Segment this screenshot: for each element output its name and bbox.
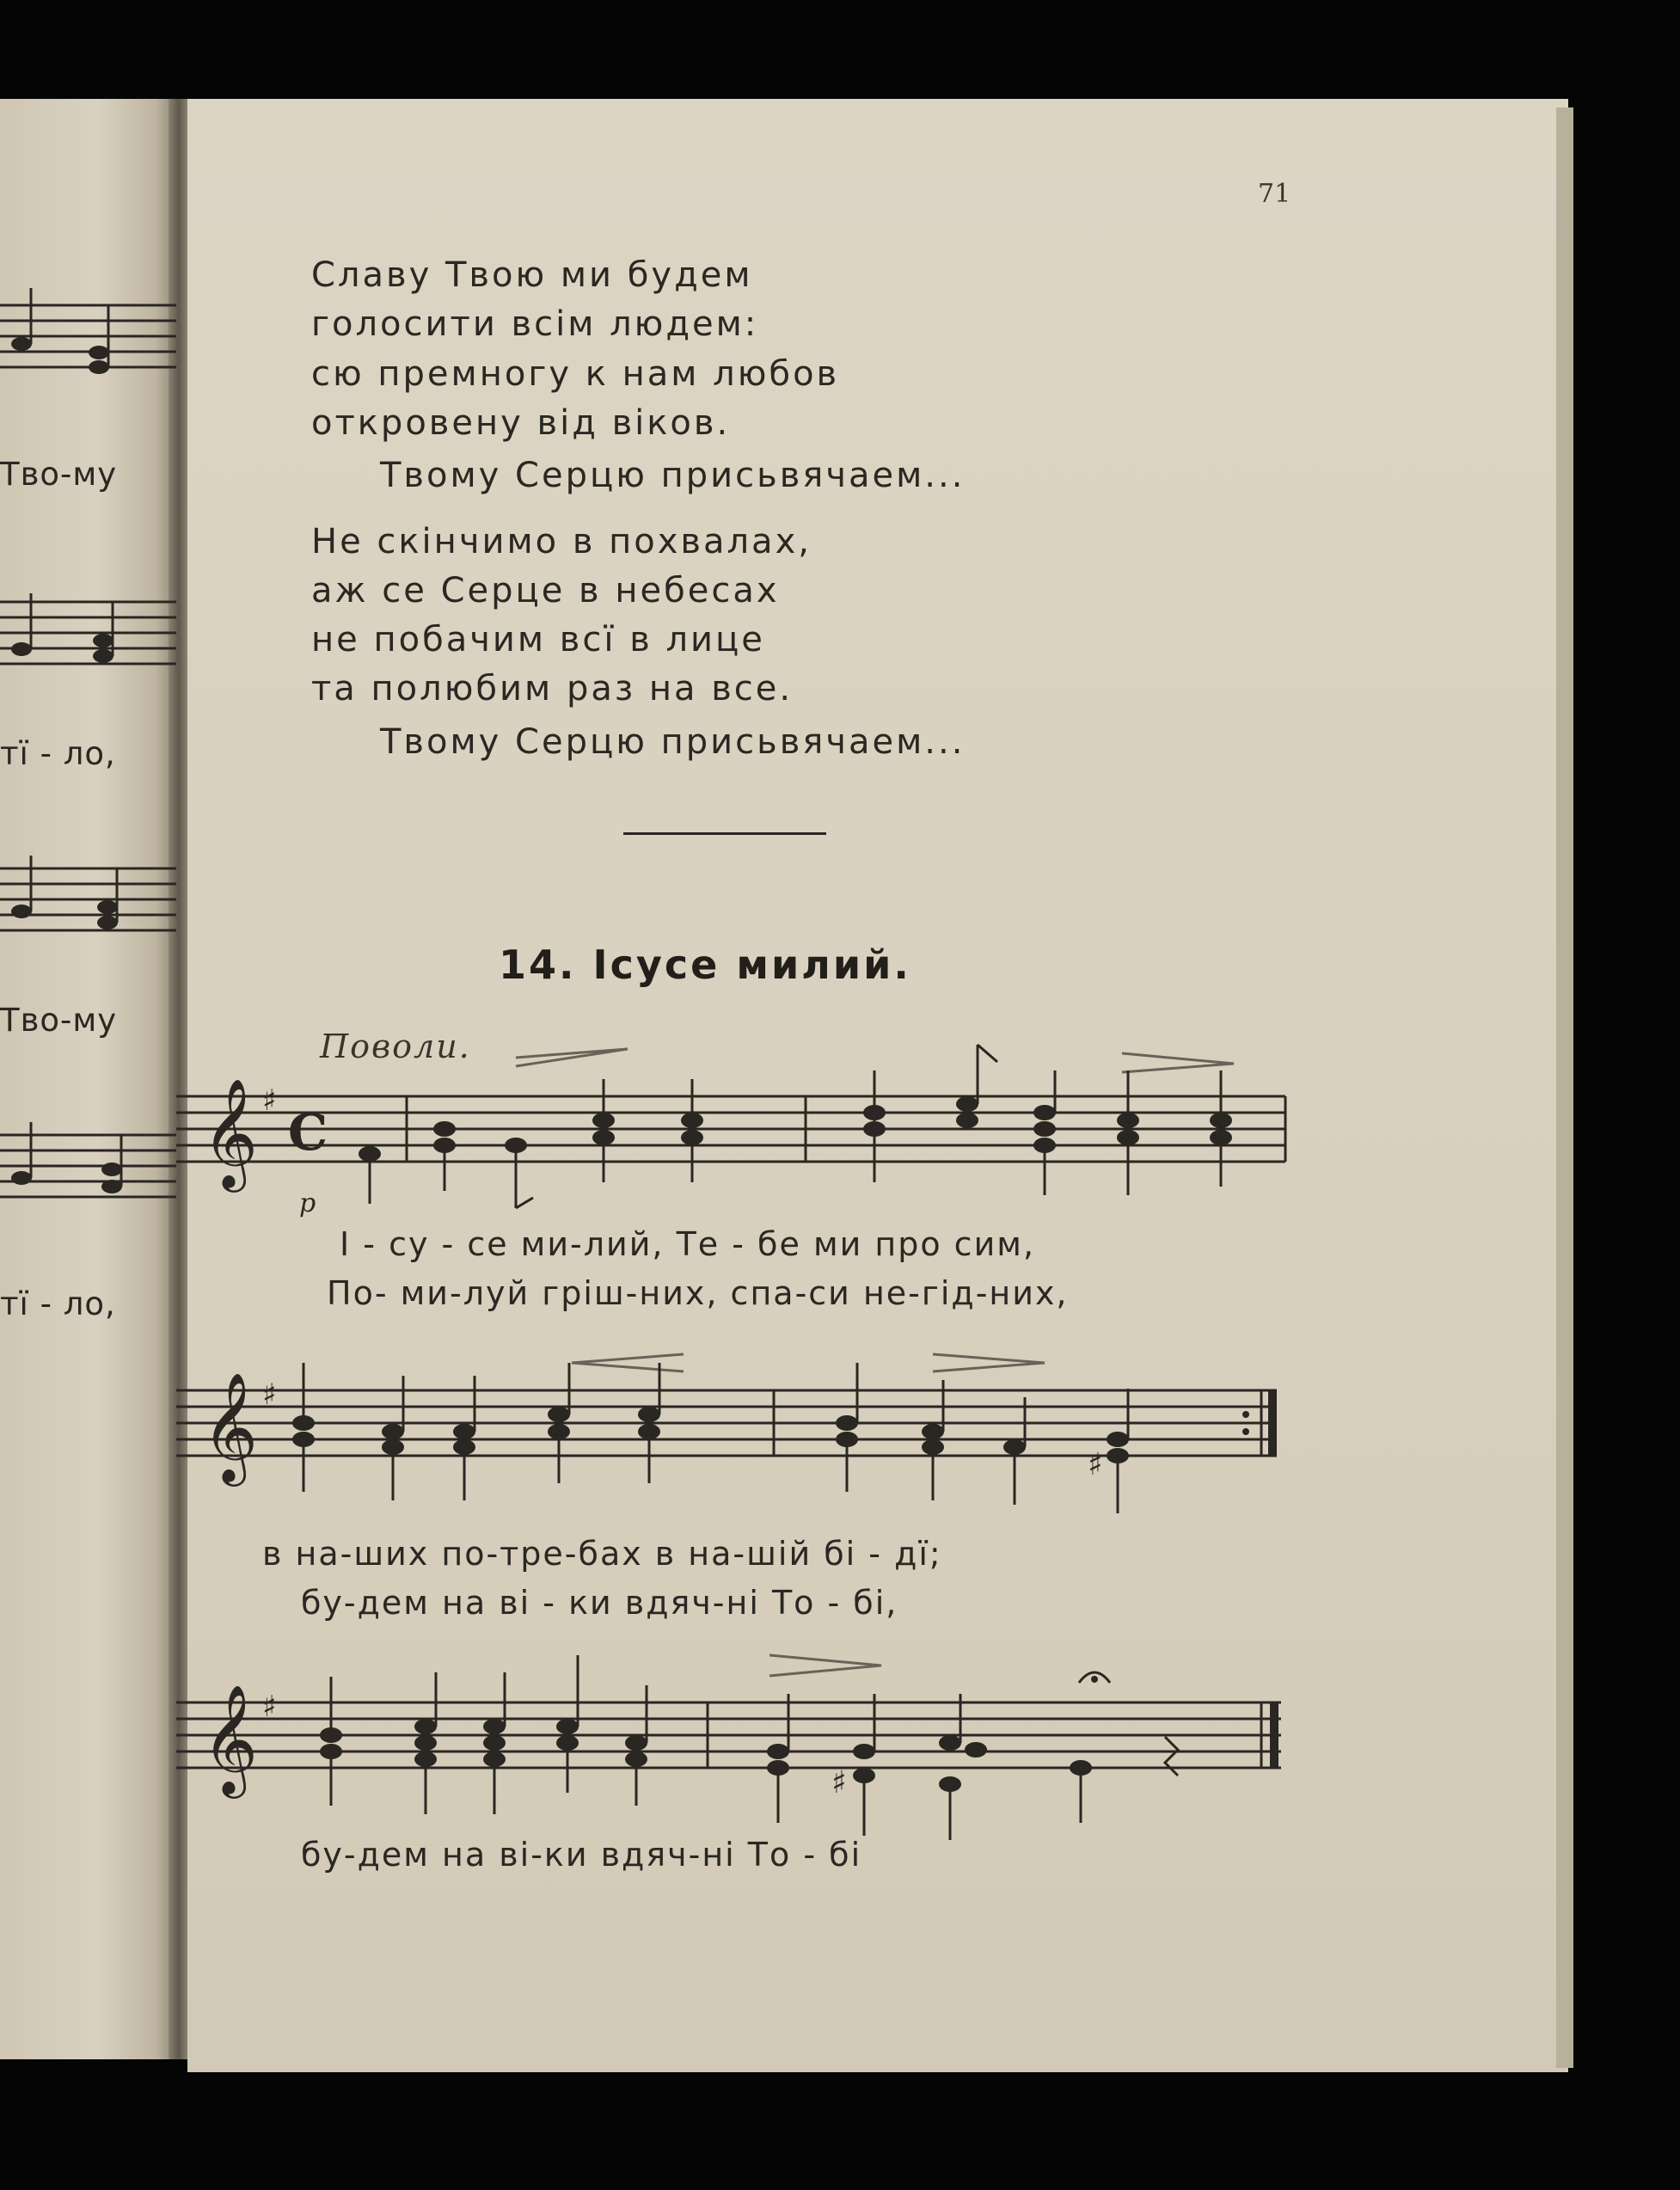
fermata-icon — [1091, 1676, 1098, 1683]
left-lyric-2: тї - ло, — [0, 735, 116, 772]
lyric-line: По- ми-луй гріш-них, спа-си не-гід-них, — [327, 1274, 1069, 1312]
verse-line: Славу Твою ми будем — [311, 255, 753, 295]
common-time-icon: C — [288, 1103, 328, 1162]
verse-line: Не скінчимо в похвалах, — [311, 522, 812, 561]
sharp-icon: ♯ — [831, 1765, 847, 1800]
treble-clef-icon: 𝄞 — [202, 1371, 259, 1481]
sharp-icon: ♯ — [262, 1083, 277, 1118]
left-lyric-4: тї - ло, — [0, 1285, 116, 1322]
decrescendo-hairpin — [769, 1655, 881, 1676]
lyric-line: в на-ших по-тре-бах в на-шій бі - дї; — [262, 1535, 942, 1573]
page-edge — [1556, 107, 1573, 2068]
left-staff-4 — [0, 1135, 176, 1197]
sharp-icon: ♯ — [262, 1377, 277, 1412]
crescendo-hairpin — [572, 1354, 684, 1371]
decrescendo-hairpin — [933, 1354, 1045, 1371]
page-number: 71 — [1258, 179, 1291, 209]
song-title: 14. Ісусе милий. — [499, 942, 911, 988]
lyric-line: бу-дем на ві - ки вдяч-ні То - бі, — [301, 1584, 898, 1622]
left-lyric-3: Тво-му — [0, 1002, 118, 1039]
verse-line: сю премногу к нам любов — [311, 354, 840, 394]
lyric-line: І - су - се ми-лий, Те - бе ми про сим, — [340, 1225, 1036, 1263]
verse-line: откровену від віков. — [311, 403, 731, 443]
left-lyric-1: Тво-му — [0, 456, 118, 493]
left-page-staves — [0, 99, 176, 1346]
verse-line: аж се Серце в небесах — [311, 571, 780, 610]
decrescendo-hairpin — [1122, 1053, 1234, 1072]
refrain-line: Твому Серцю присьвячаем... — [380, 722, 966, 762]
sharp-icon: ♯ — [262, 1690, 277, 1724]
sharp-icon: ♯ — [1088, 1447, 1103, 1482]
left-staff-1 — [0, 305, 176, 367]
treble-clef-icon: 𝄞 — [202, 1684, 259, 1794]
verse-line: не побачим всї в лице — [311, 620, 765, 659]
refrain-line: Твому Серцю присьвячаем... — [380, 456, 966, 495]
verse-line: та полюбим раз на все. — [311, 669, 794, 709]
dynamic-marking: p — [299, 1188, 316, 1218]
treble-clef-icon: 𝄞 — [202, 1077, 259, 1187]
section-divider — [623, 832, 826, 835]
music-staff-2 — [176, 1337, 1298, 1535]
music-staff-1 — [176, 1028, 1298, 1242]
crescendo-hairpin — [516, 1049, 628, 1066]
verse-line: голосити всім людем: — [311, 304, 759, 344]
music-staff-3 — [176, 1638, 1298, 1862]
tempo-marking: Поволи. — [320, 1028, 471, 1065]
lyric-line: бу-дем на ві-ки вдяч-ні То - бі — [301, 1836, 862, 1874]
left-staff-3 — [0, 868, 176, 930]
